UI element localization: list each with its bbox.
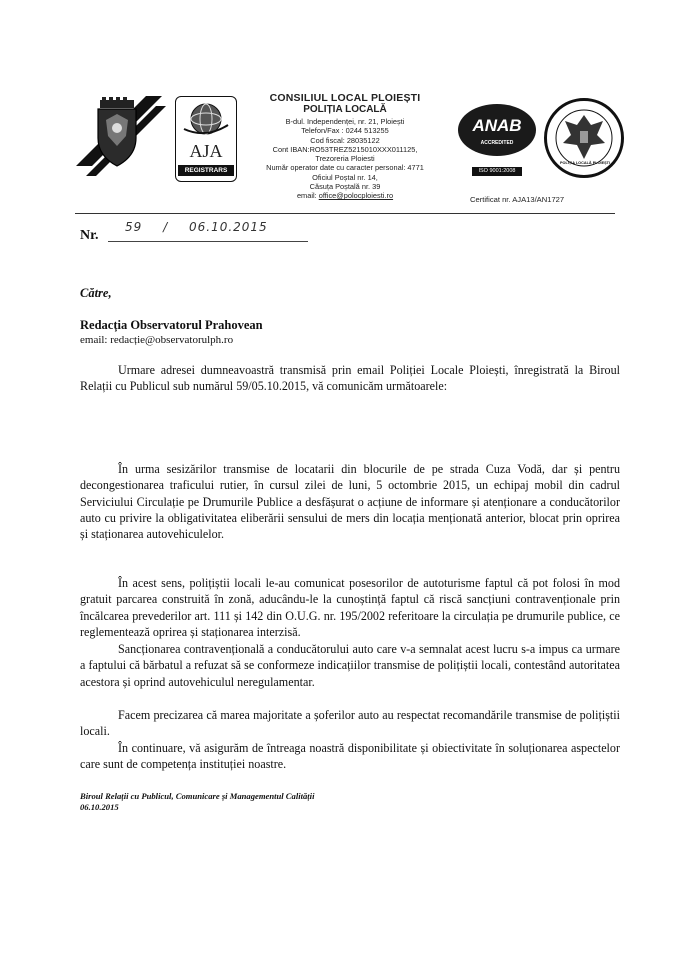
anab-accredited-logo [458,104,536,180]
po-box: Căsuța Poștală nr. 39 [309,182,381,192]
seal-text: POLIȚIA LOCALĂ PLOIEȘTI [559,161,611,165]
email-label: email: [296,191,319,201]
paragraph-5 [80,707,620,740]
paragraph-1 [80,362,620,395]
letterhead [245,92,445,201]
reference-label: Nr. [80,228,99,243]
fiscal-code: Cod fiscal: 28035122 [310,135,380,145]
org-subname: POLIȚIA LOCALĂ [303,104,387,115]
signature-department: Biroul Relații cu Publicul, Comunicare și Managementul Calității [80,791,315,801]
signature-block [80,791,314,812]
paragraph-2-text: În urma sesizărilor transmise de locatarii din blocurile de pe strada Cuza Vodă, dar și pentru decongestionarea traficului rutier, în cursul zilei de luni, 5 octombrie 2015, un echipaj mobil din cadrul Serviciului Circulație pe Drumurile Publice a desfășurat o acțiune de informare și atenționare a conducătorilor auto cu privire la obligativitatea eliberării sensului de mers din locația menționată anterior, blocat prin oprirea și staționarea autovehiculelor. [80,462,620,542]
recipient-name: Redacția Observatorul Prahovean [80,318,263,332]
paragraph-6-text: În continuare, vă asigurăm de întreaga noastră disponibilitate și obiectivitate în soluționarea aspectelor care sunt de competența instituției noastre. [80,741,620,772]
politia-locala-seal-logo [544,98,624,178]
post-office: Oficiul Poștal nr. 14, [312,172,378,182]
salutation: Către, [80,286,112,300]
email-line [245,191,445,200]
ploiesti-coat-of-arms-logo [76,96,168,178]
anab-text: ANAB [472,116,522,135]
anab-band: ACCREDITED [480,140,514,146]
globe-icon [176,99,236,141]
certificate-number: Certificat nr. AJA13/AN1727 [470,195,565,204]
aja-text: AJA [189,141,223,161]
reference-separator: / [163,220,169,234]
reference-date: 06.10.2015 [188,220,268,234]
aja-registrars-logo [175,96,237,182]
paragraph-1-text: Urmare adresei dumneavoastră transmisă prin email Poliției Locale Ploiești, înregistrată la Biroul Relații cu Publicul sub numărul 59/05.10.2015, vă comunicăm următoarele: [80,363,620,394]
reference-number: 59 [125,220,143,234]
treasury: Trezoreria Ploiesti [315,154,375,164]
reference-handwritten [125,220,305,234]
signature-date: 06.10.2015 [80,801,119,812]
iban: Cont IBAN:RO53TREZ5215010XXX011125, [272,144,418,154]
aja-band: REGISTRARS [178,165,234,176]
paragraph-3 [80,575,620,640]
phone: Telefon/Fax : 0244 513255 [301,126,389,136]
address: B-dul. Independenței, nr. 21, Ploiești [285,117,405,126]
header-divider [75,213,615,214]
email-link[interactable]: office@polocploiesti.ro [318,191,394,201]
org-name: CONSILIUL LOCAL PLOIEȘTI [269,92,421,104]
paragraph-6 [80,740,620,773]
operator-number: Număr operator date cu caracter personal: 4771 [266,163,424,173]
recipient-email: email: redacție@observatorulph.ro [80,334,234,346]
paragraph-4-text: Sancționarea contravențională a conducătorului auto care v-a semnalat acest lucru s-a impus ca urmare a faptului că bărbatul a refuzat să se conformeze indicațiilor transmise de polițiștii locali, contestând autoritatea acestora și oprind autovehiculul neregulamentar. [80,642,620,689]
paragraph-3-text: În acest sens, polițiștii locali le-au comunicat posesorilor de autoturisme faptul că pot folosi în mod gratuit parcarea construită în zonă, aducându-le la cunoștință faptul că riscă sancțiuni contravenționale prin încălcarea prevederilor art. 111 și 142 din O.U.G. nr. 195/2002 referitoare la circulația pe drumurile publice, ce reglementează oprirea și staționarea interzisă. [80,576,620,639]
paragraph-2 [80,461,620,542]
paragraph-4 [80,641,620,690]
reference-underline [108,241,308,242]
paragraph-5-text: Facem precizarea că marea majoritate a șoferilor auto au respectat recomandările transmise de polițiștii locali. [80,708,620,739]
iso-band: ISO 9001:2008 [472,167,522,176]
